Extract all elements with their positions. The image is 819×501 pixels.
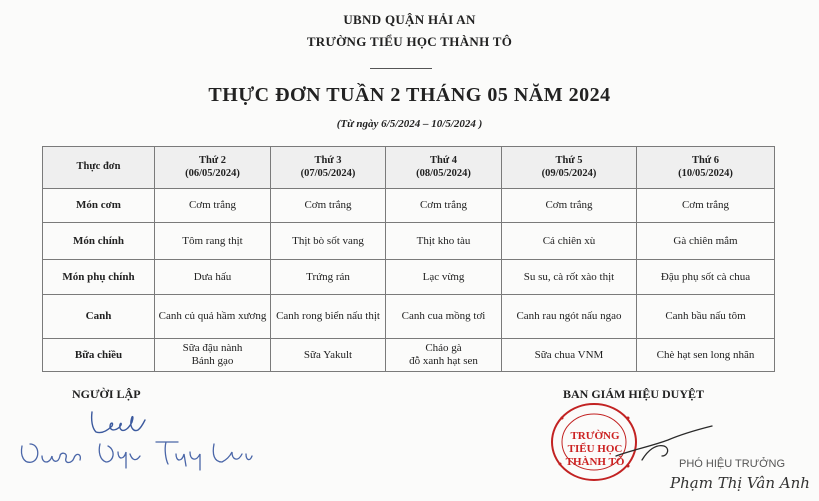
approver-title: PHÓ HIỆU TRƯỞNG (679, 458, 786, 470)
maker-name-signature (18, 434, 256, 472)
menu-cell: Gà chiên mắm (637, 223, 775, 260)
menu-cell: Cơm trắng (155, 189, 271, 223)
menu-cell: Canh cua mồng tơi (386, 295, 502, 339)
menu-cell: Sữa đậu nành Bánh gạo (155, 339, 271, 372)
table-row (43, 339, 775, 372)
table-header-row (43, 147, 775, 189)
header-divider (370, 68, 432, 69)
menu-cell: Cơm trắng (502, 189, 637, 223)
approver-label: BAN GIÁM HIỆU DUYỆT (563, 387, 705, 401)
date-range: (Từ ngày 6/5/2024 – 10/5/2024 ) (336, 118, 483, 130)
menu-cell: Sữa Yakult (271, 339, 386, 372)
table-row (43, 295, 775, 339)
table-row (43, 223, 775, 260)
menu-cell: Chè hạt sen long nhãn (637, 339, 775, 372)
menu-cell: Cháo gà đỗ xanh hạt sen (386, 339, 502, 372)
menu-cell: Lạc vừng (386, 260, 502, 295)
table-row (43, 260, 775, 295)
menu-cell: Sữa chua VNM (502, 339, 637, 372)
menu-cell: Trứng rán (271, 260, 386, 295)
row-label: Món chính (43, 223, 155, 260)
menu-cell: Thịt bò sốt vang (271, 223, 386, 260)
corner-header: Thực đơn (43, 147, 155, 189)
menu-cell: Cá chiên xù (502, 223, 637, 260)
menu-cell: Cơm trắng (386, 189, 502, 223)
row-label: Bữa chiều (43, 339, 155, 372)
menu-cell: Su su, cà rốt xào thịt (502, 260, 637, 295)
menu-cell: Canh củ quả hầm xương (155, 295, 271, 339)
approver-name: Phạm Thị Vân Anh (670, 474, 810, 492)
menu-cell: Canh bầu nấu tôm (637, 295, 775, 339)
day-header: Thứ 2 (06/05/2024) (155, 147, 271, 189)
maker-label: NGƯỜI LẬP (72, 387, 141, 401)
menu-cell: Thịt kho tàu (386, 223, 502, 260)
day-header: Thứ 3 (07/05/2024) (271, 147, 386, 189)
day-header: Thứ 6 (10/05/2024) (637, 147, 775, 189)
menu-cell: Canh rong biển nấu thịt (271, 295, 386, 339)
day-header: Thứ 4 (08/05/2024) (386, 147, 502, 189)
table-row (43, 189, 775, 223)
menu-cell: Tôm rang thịt (155, 223, 271, 260)
menu-cell: Dưa hấu (155, 260, 271, 295)
org-line-1: UBND QUẬN HẢI AN (343, 12, 476, 27)
day-header: Thứ 5 (09/05/2024) (502, 147, 637, 189)
menu-cell: Cơm trắng (637, 189, 775, 223)
menu-cell: Cơm trắng (271, 189, 386, 223)
org-line-2: TRƯỜNG TIỂU HỌC THÀNH TÔ (306, 34, 513, 49)
stamp-text: TRƯỜNG TIỂU HỌC THÀNH TÔ (565, 430, 625, 469)
row-label: Món phụ chính (43, 260, 155, 295)
row-label: Món cơm (43, 189, 155, 223)
menu-table (42, 146, 775, 372)
page-title: THỰC ĐƠN TUẦN 2 THÁNG 05 NĂM 2024 (208, 84, 611, 106)
menu-cell: Canh rau ngót nấu ngao (502, 295, 637, 339)
menu-cell: Đậu phụ sốt cà chua (637, 260, 775, 295)
row-label: Canh (43, 295, 155, 339)
